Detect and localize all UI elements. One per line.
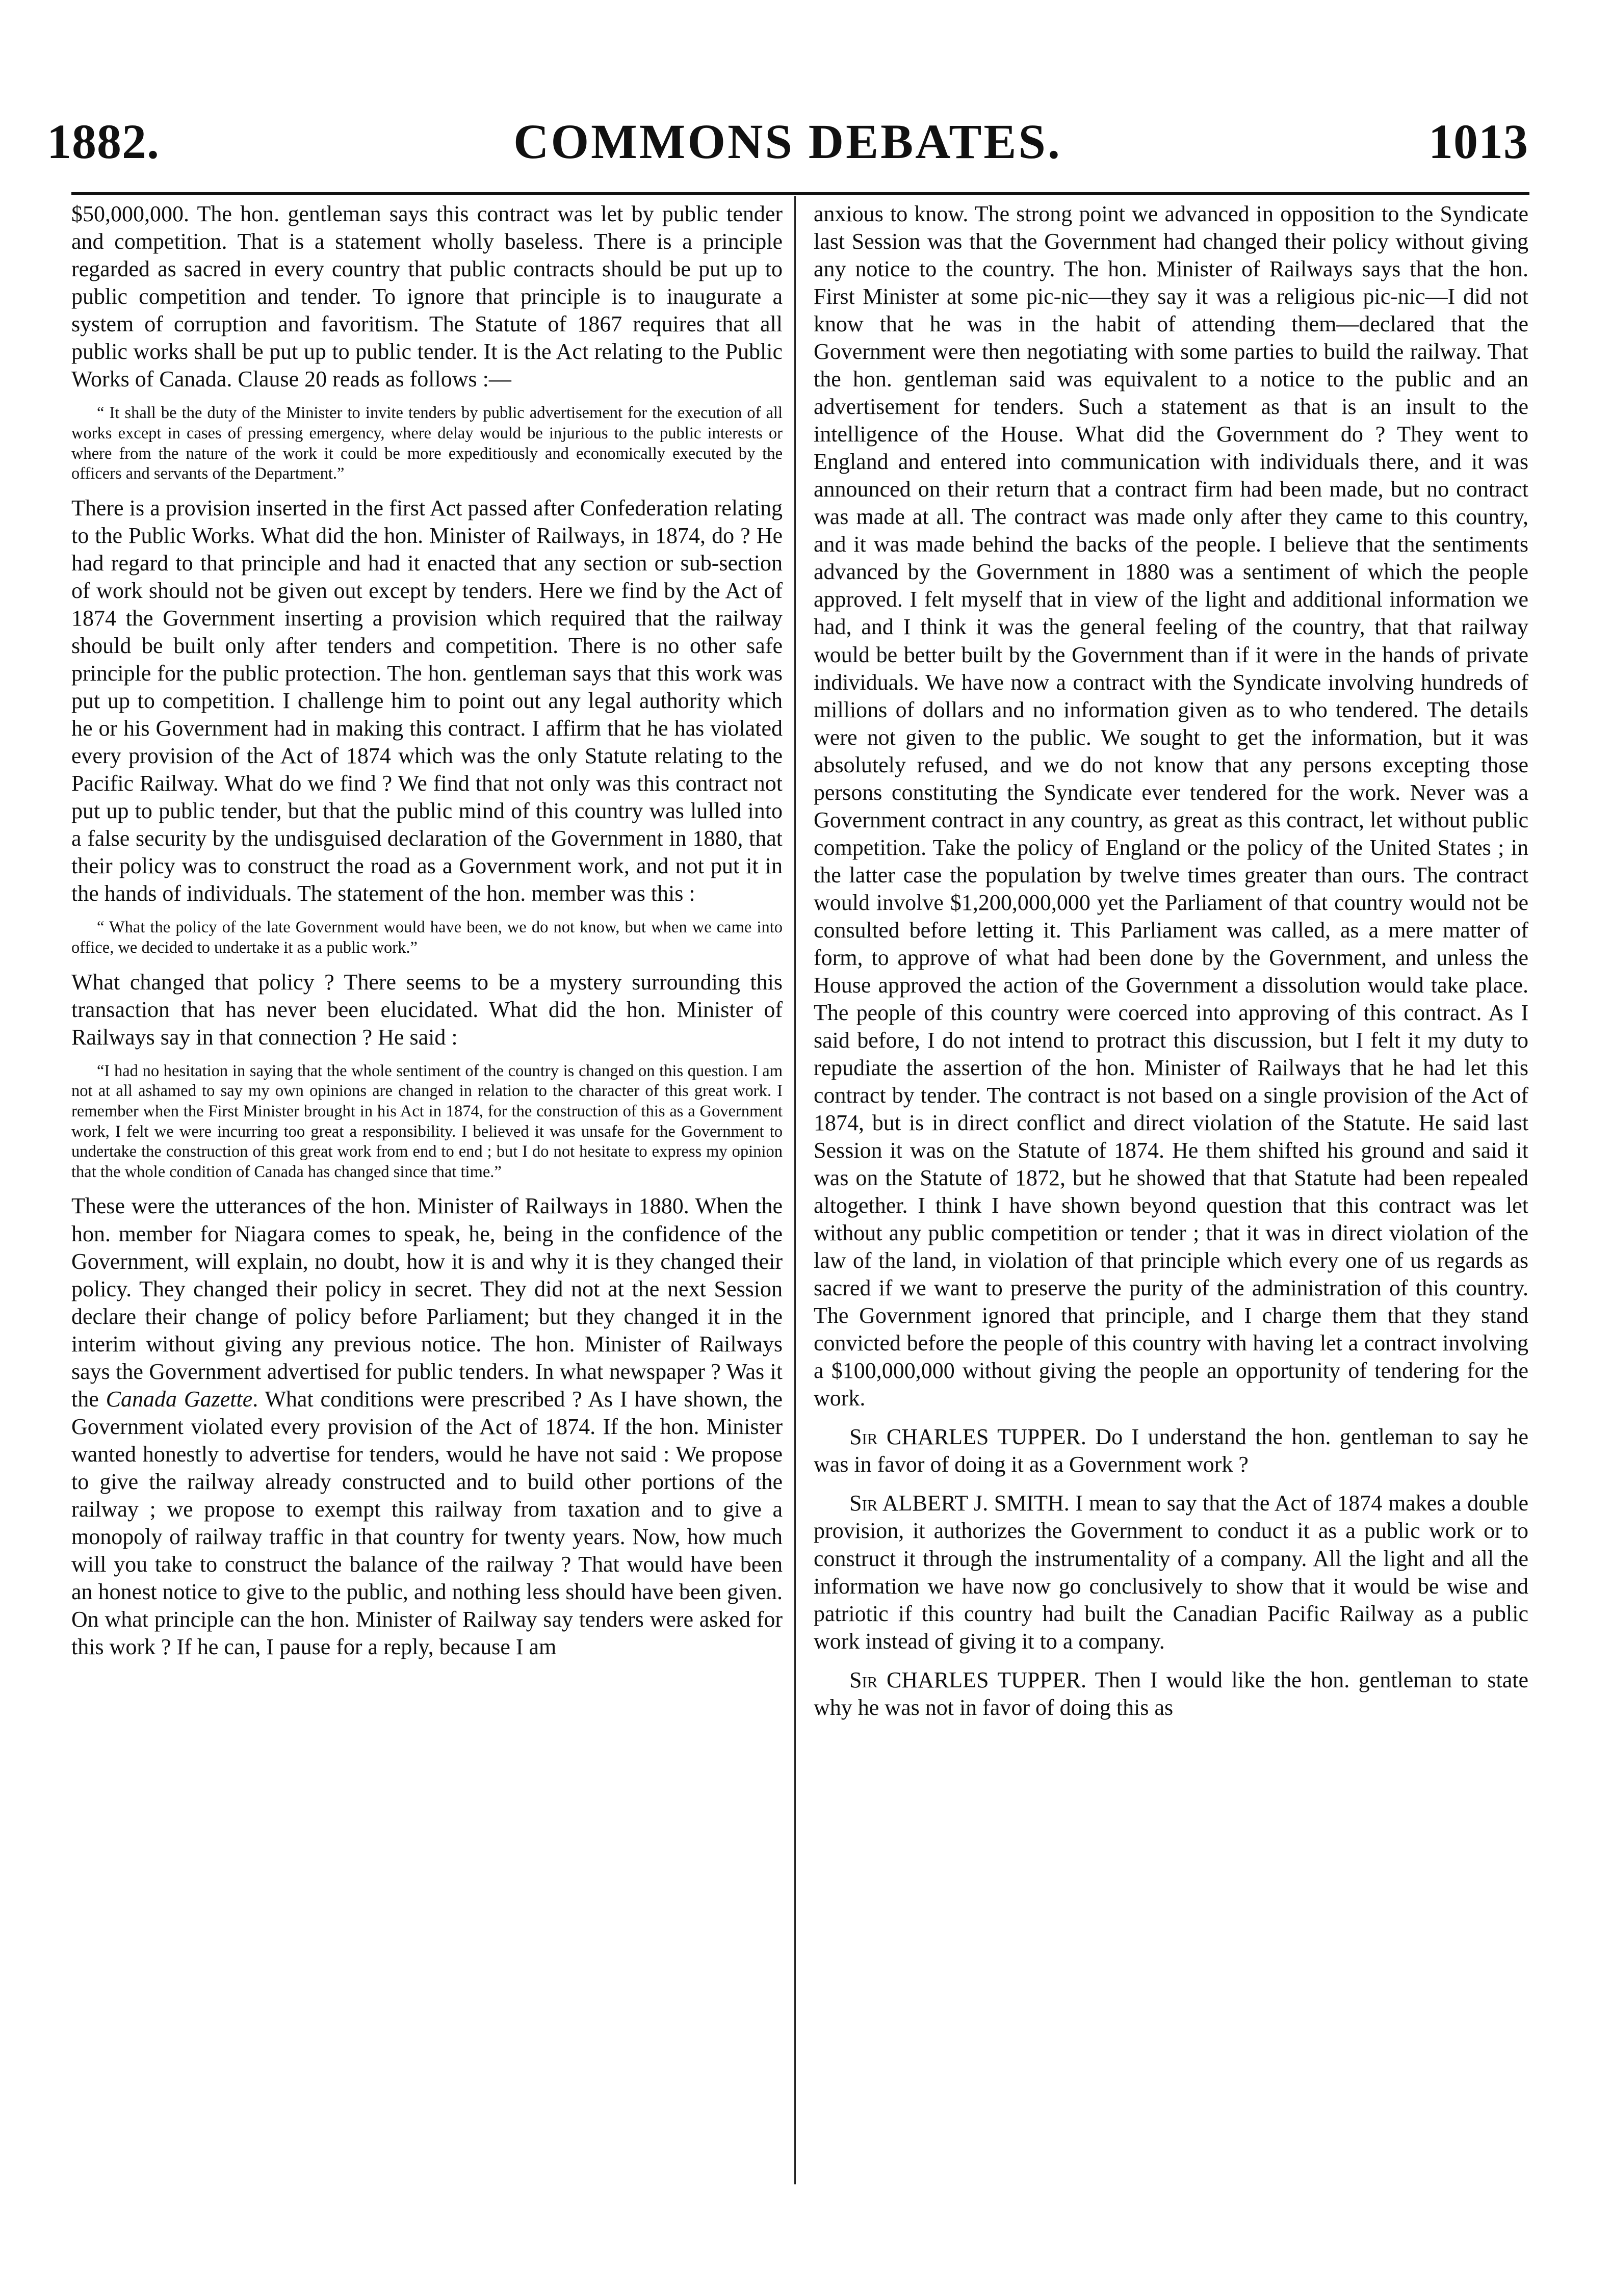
canada-gazette-italic: Canada Gazette [106,1386,253,1412]
speech-text: I mean to say that the Act of 1874 makes a double provision, it authorizes the Government to conduct it as a public work or to construct it through the instrumentality of a company. All the light and all the information we have now go conclusively to show that it would be wise and patriotic if this country had built the Canadian Pacific Railway as a public work instead of giving it to a company. [814,1491,1528,1654]
right-paragraph-2 [814,1423,1528,1478]
left-paragraph-4-part-a: These were the utterances of the hon. Minister of Railways in 1880. When the hon. member for Niagara comes to speak, he, being in the confidence of the Government, will explain, no doubt, how it is and why it is they changed their policy. They changed their policy in secret. They did not at the next Session declare their change of policy before Parliament; but they changed it in the interim without giving any previous notice. The hon. Minister of Railways says the Government advertised for public tenders. In what newspaper ? Was it the [71,1193,783,1412]
header-year: 1882. [47,114,160,169]
left-quote-1: “ It shall be the duty of the Minister to invite tenders by public advertisement for the execution of all works except in cases of pressing emergency, where delay would be injurious to the public interests or where from the nature of the work it could be more expeditiously and economically executed by the officers and servants of the Department.” [71,404,783,483]
left-paragraph-2: There is a provision inserted in the first Act passed after Confederation relating to the Public Works. What did the hon. Minister of Railways, in 1874, do ? He had regard to that principle and had it enacted that any section or sub-section of work should not be given out except by tenders. Here we find by the Act of 1874 the Government inserting a provision which required that the railway should be built only after tenders and competition. There is no other safe principle for the public protection. The hon. gentleman says that this work was put up to competition. I challenge him to point out any legal authority which he or his Government had in making this contract. I affirm that he has violated every provision of the Act of 1874 which was the only Statute relating to the Pacific Railway. What do we find ? We find that not only was this contract not put up to public tender, but that the public mind of this country was lulled into a false security by the undisguised declaration of the Government in 1880, that their policy was to construct the road as a Government work, and not put it in the hands of individuals. The statement of the hon. member was this : [71,495,783,906]
left-quote-2: “ What the policy of the late Government would have been, we do not know, but when we came into office, we decided to undertake it as a public work.” [71,918,783,957]
right-paragraph-1: anxious to know. The strong point we advanced in opposition to the Syndicate last Session was that the Government had changed their policy without giving any notice to the country. The hon. Minister of Railways says that the hon. First Minister at some pic-nic—they say it was a religious pic-nic—I did not know that he was in the habit of attending them—declared that the Government were then negotiating with some parties to build the railway. That the hon. gentleman said was equivalent to a notice to the public and an advertisement for tenders. Such a statement as that is an insult to the intelligence of the House. What did the Government do ? They went to England and entered into communication with individuals there, and it was announced on their return that a contract firm had been made, but no contract was made at all. The contract was made only after they came to this country, and it was made behind the backs of the people. I believe that the sentiments advanced by the Government in 1880 was a sentiment of which the people approved. I felt myself that in view of the light and additional information we had, and I think it was the general feeling of the country, that that railway would be better built by the Government than if it were in the hands of private individuals. We have now a contract with the Syndicate involving hundreds of millions of dollars and no information given as to who tendered. The details were not given to the public. We sought to get the information, but it was absolutely refused, and we do not know that any persons excepting those persons constituting the Syndicate ever tendered for the work. Never was a Government contract in any country, as great as this contract, let without public competition. Take the policy of England or the policy of the United States ; in the latter case the population by twelve times greater than ours. The contract would involve $1,200,000,000 yet the Parliament of that country would not be consulted before letting it. This Parliament was called, as a mere matter of form, to approve of what had been done by the Government, and unless the House approved the action of the Government a dissolution would take place. The people of this country were coerced into approving of this contract. As I said before, I do not intend to protract this discussion, but I felt it my duty to repudiate the assertion of the hon. Minister of Railways that he had let this contract by tender. The contract is not based on a single provision of the Act of 1874, but is in direct conflict and direct violation of the Statute. He said last Session it was on the Statute of 1874. He them shifted his ground and said it was on the Statute of 1872, but he showed that that Statute had been repealed altogether. I think I have shown beyond question that this contract was let without any public competition or tender ; that it was in direct violation of the law of the land, in violation of that principle which every one of us regards as sacred if we want to preserve the purity of the administration of this country. The Government ignored that principle, and I charge them that they stand convicted before the people of this country with having let a contract involving a $100,000,000 without giving the people an opportunity of tendering for the work. [814,201,1528,1411]
speaker-name: Sir ALBERT J. SMITH. [849,1491,1070,1516]
speaker-name: Sir CHARLES TUPPER. [849,1424,1086,1450]
left-paragraph-3: What changed that policy ? There seems to be a mystery surrounding this transaction that has never been elucidated. What did the hon. Minister of Railways say in that connection ? He said : [71,969,783,1050]
left-paragraph-4 [71,1192,783,1661]
header-title: COMMONS DEBATES. [513,114,1062,169]
page-header [47,113,1528,174]
speech-text: Do I understand the hon. gentleman to say he was in favor of doing it as a Government work ? [814,1424,1528,1477]
speaker-name: Sir CHARLES TUPPER. [849,1667,1087,1692]
right-column [814,200,1528,2188]
left-paragraph-4-part-b: . What conditions were prescribed ? As I have shown, the Government violated every provision of the Act of 1874. If the hon. Minister wanted honestly to advertise for tenders, would he have not said : We propose to give the railway already constructed and to build other portions of the railway ; we propose to exempt this railway from taxation and to give a monopoly of railway traffic in that country for twenty years. Now, how much will you take to construct the balance of the railway ? That would have been an honest notice to give to the public, and nothing less should have been given. On what principle can the hon. Minister of Railway say tenders were asked for this work ? If he can, I pause for a reply, because I am [71,1386,783,1659]
right-paragraph-4 [814,1666,1528,1721]
right-paragraph-3 [814,1490,1528,1655]
left-paragraph-1: $50,000,000. The hon. gentleman says this contract was let by public tender and competition. That is a statement wholly baseless. There is a principle regarded as sacred in every country that public contracts should be put up to public competition and tender. To ignore that principle is to inaugurate a system of corruption and favoritism. The Statute of 1867 requires that all public works shall be put up to public tender. It is the Act relating to the Public Works of Canada. Clause 20 reads as follows :— [71,201,783,392]
column-divider [794,196,796,2184]
header-rule [71,192,1529,195]
header-page-number: 1013 [1428,114,1528,169]
left-quote-3: “I had no hesitation in saying that the whole sentiment of the country is changed on this question. I am not at all ashamed to say my own opinions are changed in relation to the character of this great work. I remember when the First Minister brought in his Act in 1874, for the construction of this as a Government work, I felt we were incurring too great a responsibility. I believed it was unsafe for the Government to undertake the construction of this great work from end to end ; but I do not hesitate to express my opinion that the whole condition of Canada has changed since that time.” [71,1061,783,1181]
speech-text: Then I would like the hon. gentleman to state why he was not in favor of doing this as [814,1667,1528,1720]
left-column [71,200,783,2188]
